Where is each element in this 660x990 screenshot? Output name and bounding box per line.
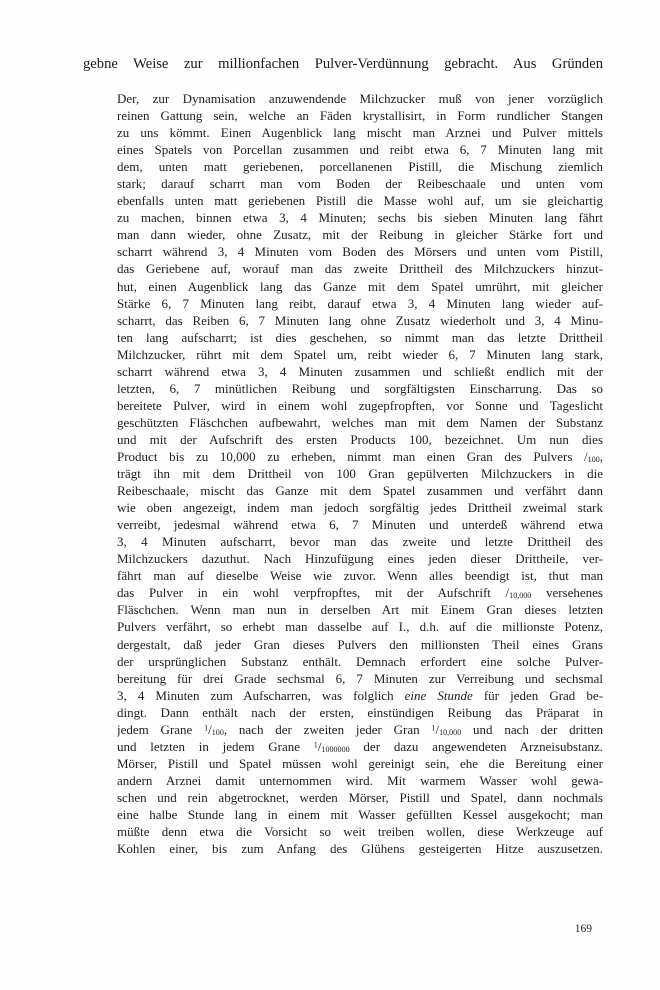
text-line: Product bis zu 10,000 zu erheben, nimmt man einen Gran des Pulvers $/_{100}$,	[117, 448, 603, 465]
text-line: ebenfalls unten matt geriebenen Pistill die Masse wohl auf, um sie gleichartig	[117, 193, 603, 209]
text-line: zu machen, binnen etwa 3, 4 Minuten; sechs bis sieben Minuten lang fährt	[117, 210, 603, 226]
text-line: Milchzuckers dazuthut. Nach Hinzufügung eines jeden dieser Drittheile, ver-	[117, 551, 603, 567]
body-paragraph	[117, 90, 603, 857]
text-line: jedem Grane $^1/_{100}$, nach der zweiten jeder Gran $^1/_{10,000}$ und nach der dritten	[117, 721, 603, 737]
text-line: Der, zur Dynamisation anzuwendende Milchzucker muß von jener vorzüglich	[117, 91, 603, 106]
text-line: andern Arznei damit unternommen wird. Mit warmem Wasser wohl gewa-	[117, 772, 603, 788]
text-line: eines Spatels von Porcellan zusammen und reibt etwa 6, 7 Minuten lang mit	[117, 142, 603, 158]
text-line: der ursprünglichen Substanz enthält. Demnach erfordert eine solche Pulver-	[117, 653, 603, 669]
text-line: Kohlen einer, bis zum Anfang des Glühens gesteigerten Hitze auszusetzen.	[117, 841, 603, 857]
text-line: bereitung für drei Grade sechsmal 6, 7 Minuten zur Verreibung und sechsmal	[117, 670, 603, 686]
text-line: Pulvers verfährt, so erhebt man dasselbe auf I., d.h. auf die millionste Potenz,	[117, 619, 603, 635]
text-line: das Pulver in ein wohl verpfropftes, mit der Aufschrift $/_{10,000}$ versehenes	[117, 585, 603, 601]
text-line: geschützten Fläschchen aufbewahrt, welches man mit dem Namen der Substanz	[117, 414, 603, 430]
text-line: Reibeschaale, mischt das Ganze mit dem Spatel zusammen und verfährt dann	[117, 483, 603, 499]
text-line: das Geriebene auf, worauf man das zweite Drittheil des Milchzuckers hinzut-	[117, 261, 603, 277]
text-line: dingt. Dann enthält nach der ersten, einstündigen Reibung das Präparat in	[117, 704, 603, 720]
text-line: dem, unten matt geriebenen, porcellanenen Pistill, die Mischung ziemlich	[117, 159, 603, 175]
text-line: und letzten in jedem Grane $^1/_{1000000}$ der dazu angewendeten Arzneisubstanz.	[117, 738, 603, 754]
text-line: und mit der Aufschrift des ersten Products 100, bezeichnet. Um nun dies	[117, 431, 603, 447]
text-line: stark; darauf scharrt man vom Boden der Reibeschaale und unten vom	[117, 176, 603, 192]
text-line: müßte denn etwa die Vorsicht so weit treiben wollen, diese Werkzeuge auf	[117, 824, 603, 840]
text-line: Fläschchen. Wenn man nun in derselben Art mit Einem Gran dieses letzten	[117, 602, 603, 618]
text-line: scharrt während etwa 3, 4 Minuten zusammen und schließt endlich mit der	[117, 363, 603, 379]
text-line: man dann wieder, ohne Zusatz, mit der Reibung in gleicher Stärke fort und	[117, 227, 603, 243]
text-line: eine halbe Stunde lang in einem mit Wasser gefüllten Kessel ausgekocht; man	[117, 806, 603, 822]
page-number: 169	[574, 923, 592, 935]
text-line: bereitete Pulver, wird in einem wohl zugepfropften, vor Sonne und Tageslicht	[117, 397, 603, 413]
text-line: schen und rein abgetrocknet, werden Mörser, Pistill und Spatel, dann nochmals	[117, 789, 603, 805]
text-line: 3, 4 Minuten aufscharrt, bevor man das zweite und letzte Drittheil des	[117, 534, 603, 550]
text-line: wie oben angezeigt, indem man jedoch sorgfältig jedes Drittheil zweimal stark	[117, 500, 603, 516]
text-line: Mörser, Pistill und Spatel müssen wohl gereinigt sein, ehe die Bereitung einer	[117, 755, 603, 771]
text-line: dergestalt, daß jeder Gran dieses Pulvers den millionsten Theil eines Grans	[117, 636, 603, 652]
text-line: 3, 4 Minuten zum Aufscharren, was folglich eine Stunde für jeden Grad be-	[117, 687, 603, 703]
running-text-line: gebne Weise zur millionfachen Pulver-Verdünnung gebracht. Aus Gründen	[83, 56, 603, 72]
text-line: scharrt, das Reiben 6, 7 Minuten lang ohne Zusatz wiederholt und 3, 4 Minu-	[117, 312, 603, 328]
text-line: scharrt während 3, 4 Minuten vom Boden des Mörsers und unten vom Pistill,	[117, 244, 603, 260]
text-line: Stärke 6, 7 Minuten lang reibt, darauf etwa 3, 4 Minuten lang wieder auf-	[117, 295, 603, 311]
text-line: trägt ihn mit dem Drittheil von 100 Gran gepülverten Milchzuckers in die	[117, 466, 603, 482]
text-line: verreibt, jedesmal während etwa 6, 7 Minuten und unterdeß während etwa	[117, 517, 603, 533]
text-line: hut, einen Augenblick lang das Ganze mit dem Spatel umrührt, mit gleicher	[117, 278, 603, 294]
text-line: fährt man auf dieselbe Weise wie zuvor. Wenn alles beendigt ist, thut man	[117, 568, 603, 584]
text-line: ten lang aufscharrt; ist dies geschehen, so nimmt man das letzte Drittheil	[117, 329, 603, 345]
text-line: letzten, 6, 7 minütlichen Reibung und sorgfältigsten Einscharrung. Das so	[117, 380, 603, 396]
text-line: Milchzucker, rührt mit dem Spatel um, reibt wieder 6, 7 Minuten lang stark,	[117, 346, 603, 362]
text-line: zu uns kömmt. Einen Augenblick lang mischt man Arznei und Pulver mittels	[117, 125, 603, 141]
text-line: reinen Gattung sein, welche an Fäden krystallisirt, in Form rundlicher Stangen	[117, 108, 603, 124]
